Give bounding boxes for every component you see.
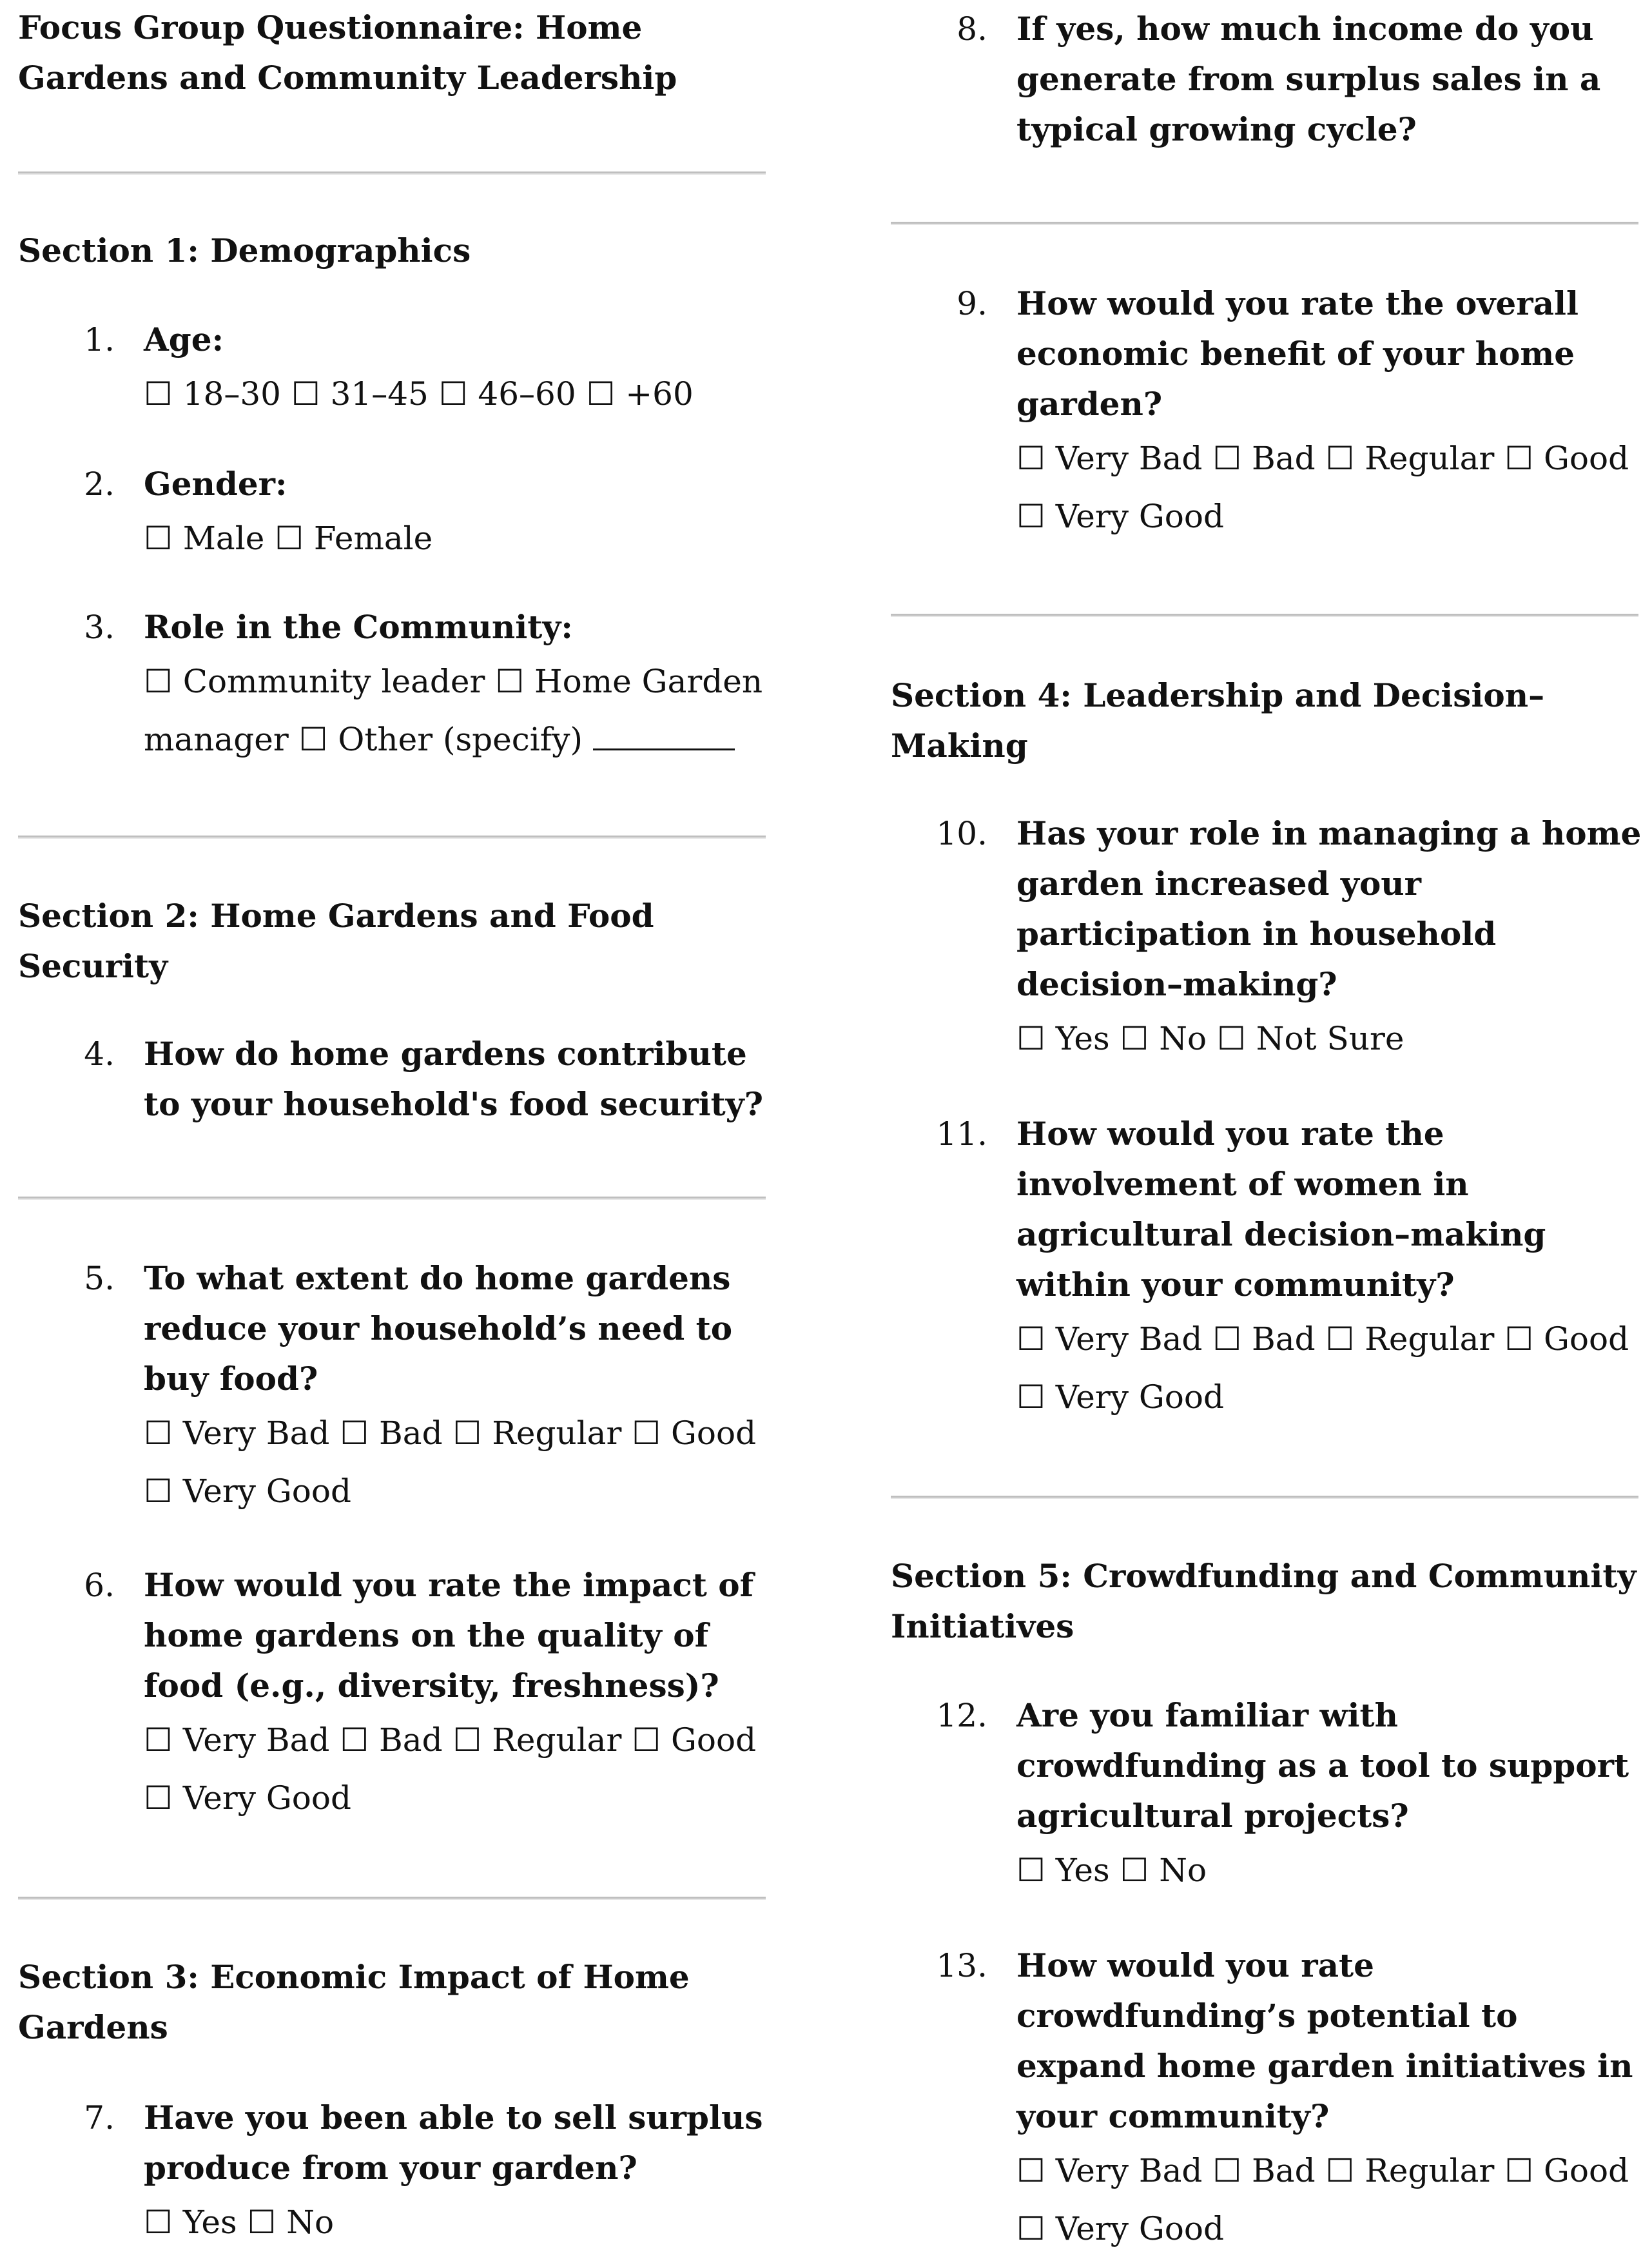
answer-options[interactable]: ☐ Community leader ☐ Home Garden <box>144 663 763 700</box>
section-title-line: Gardens <box>18 2008 168 2046</box>
question-text: How would you rate the <box>1016 1115 1444 1153</box>
answer-options[interactable]: ☐ Yes ☐ No <box>1016 1852 1207 1889</box>
question-text: garden increased your <box>1016 865 1422 903</box>
question-7-number: 7. <box>84 2099 115 2137</box>
question-text: How would you rate <box>1016 1946 1374 1984</box>
answer-options[interactable]: ☐ Very Good <box>144 1472 352 1510</box>
question-11-number: 11. <box>936 1115 987 1153</box>
question-13 <box>1016 1941 1633 2258</box>
question-13-number: 13. <box>936 1947 987 1984</box>
question-8 <box>1016 4 1600 155</box>
question-text: your community? <box>1016 2097 1330 2135</box>
question-text: expand home garden initiatives in <box>1016 2047 1633 2085</box>
question-text: decision–making? <box>1016 965 1337 1003</box>
question-text: generate from surplus sales in a <box>1016 60 1601 98</box>
question-text: How would you rate the overall <box>1016 284 1579 322</box>
answer-options[interactable]: ☐ Yes ☐ No ☐ Not Sure <box>1016 1020 1404 1057</box>
question-3-number: 3. <box>84 609 115 646</box>
question-text: agricultural projects? <box>1016 1797 1409 1835</box>
title-line: Focus Group Questionnaire: Home <box>18 8 643 46</box>
question-11 <box>1016 1109 1629 1426</box>
question-text: participation in household <box>1016 915 1497 953</box>
question-4 <box>144 1029 763 1130</box>
question-5 <box>144 1253 756 1520</box>
section-title-line: Section 5: Crowdfunding and Community <box>891 1557 1637 1595</box>
question-6-number: 6. <box>84 1567 115 1604</box>
question-4-number: 4. <box>84 1035 115 1073</box>
question-1-number: 1. <box>84 321 115 358</box>
answer-options[interactable]: ☐ Very Good <box>1016 1378 1225 1416</box>
answer-options[interactable] <box>144 710 763 768</box>
answer-options[interactable]: ☐ Yes ☐ No <box>144 2204 335 2241</box>
divider <box>891 1496 1638 1498</box>
question-text: food (e.g., diversity, freshness)? <box>144 1667 719 1705</box>
question-1 <box>144 315 694 423</box>
question-text: crowdfunding’s potential to <box>1016 1997 1518 2035</box>
section-2-title <box>18 891 654 992</box>
section-title-line: Security <box>18 947 168 985</box>
question-12 <box>1016 1690 1629 1899</box>
question-text: Have you been able to sell surplus <box>144 2098 763 2137</box>
question-3 <box>144 602 763 768</box>
section-title-line: Section 3: Economic Impact of Home <box>18 1958 690 1996</box>
question-12-number: 12. <box>936 1697 987 1734</box>
question-2 <box>144 459 432 567</box>
divider <box>891 222 1638 224</box>
question-10 <box>1016 808 1641 1068</box>
question-text: garden? <box>1016 385 1163 423</box>
divider <box>18 836 766 837</box>
question-10-number: 10. <box>936 815 987 852</box>
question-text: agricultural decision–making <box>1016 1215 1546 1253</box>
question-text: involvement of women in <box>1016 1165 1469 1203</box>
divider <box>18 1197 766 1198</box>
document-title <box>18 3 677 103</box>
section-title-line: Section 1: Demographics <box>18 231 471 269</box>
question-text: Role in the Community: <box>144 608 573 646</box>
question-text: If yes, how much income do you <box>1016 10 1594 48</box>
question-9-number: 9. <box>957 285 987 322</box>
divider <box>18 171 766 173</box>
answer-options[interactable]: ☐ Very Bad ☐ Bad ☐ Regular ☐ Good <box>1016 2152 1629 2189</box>
question-text: Gender: <box>144 465 287 503</box>
question-text: How would you rate the impact of <box>144 1566 754 1604</box>
title-line: Gardens and Community Leadership <box>18 59 677 97</box>
section-5-title <box>891 1551 1637 1652</box>
question-text: economic benefit of your home <box>1016 335 1575 373</box>
answer-options[interactable]: ☐ Very Good <box>144 1779 352 1817</box>
answer-options[interactable]: ☐ 18–30 ☐ 31–45 ☐ 46–60 ☐ +60 <box>144 375 694 413</box>
section-title-line: Section 2: Home Gardens and Food <box>18 897 654 935</box>
question-text: buy food? <box>144 1360 318 1398</box>
question-text: produce from your garden? <box>144 2149 637 2187</box>
question-text: reduce your household’s need to <box>144 1309 733 1347</box>
question-text: within your community? <box>1016 1266 1455 1304</box>
question-text: How do home gardens contribute <box>144 1035 747 1073</box>
divider <box>18 1897 766 1899</box>
section-3-title <box>18 1952 690 2053</box>
question-text: home gardens on the quality of <box>144 1616 709 1654</box>
question-8-number: 8. <box>957 10 987 48</box>
answer-options[interactable]: ☐ Very Bad ☐ Bad ☐ Regular ☐ Good <box>144 1414 757 1452</box>
question-9 <box>1016 279 1629 545</box>
answer-options[interactable]: ☐ Very Bad ☐ Bad ☐ Regular ☐ Good <box>1016 440 1629 477</box>
answer-options[interactable]: ☐ Very Good <box>1016 2210 1225 2247</box>
specify-blank[interactable] <box>593 723 735 750</box>
section-title-line: Section 4: Leadership and Decision– <box>891 676 1545 714</box>
question-text: Are you familiar with <box>1016 1696 1398 1734</box>
question-text: typical growing cycle? <box>1016 110 1417 148</box>
question-text: Age: <box>144 320 224 358</box>
question-5-number: 5. <box>84 1260 115 1297</box>
answer-options[interactable]: ☐ Very Bad ☐ Bad ☐ Regular ☐ Good <box>144 1721 757 1759</box>
question-text: Has your role in managing a home <box>1016 814 1642 852</box>
section-1-title <box>18 226 471 276</box>
divider <box>891 614 1638 616</box>
question-text: To what extent do home gardens <box>144 1259 731 1297</box>
question-text: crowdfunding as a tool to support <box>1016 1746 1629 1785</box>
section-4-title <box>891 670 1544 771</box>
question-text: to your household's food security? <box>144 1085 764 1123</box>
option-text: manager ☐ Other (specify) <box>144 721 593 758</box>
answer-options[interactable]: ☐ Very Bad ☐ Bad ☐ Regular ☐ Good <box>1016 1320 1629 1358</box>
section-title-line: Initiatives <box>891 1607 1074 1645</box>
section-title-line: Making <box>891 727 1028 765</box>
answer-options[interactable]: ☐ Very Good <box>1016 498 1225 535</box>
question-2-number: 2. <box>84 465 115 503</box>
answer-options[interactable]: ☐ Male ☐ Female <box>144 520 433 557</box>
question-7 <box>144 2093 763 2251</box>
question-6 <box>144 1560 756 1827</box>
